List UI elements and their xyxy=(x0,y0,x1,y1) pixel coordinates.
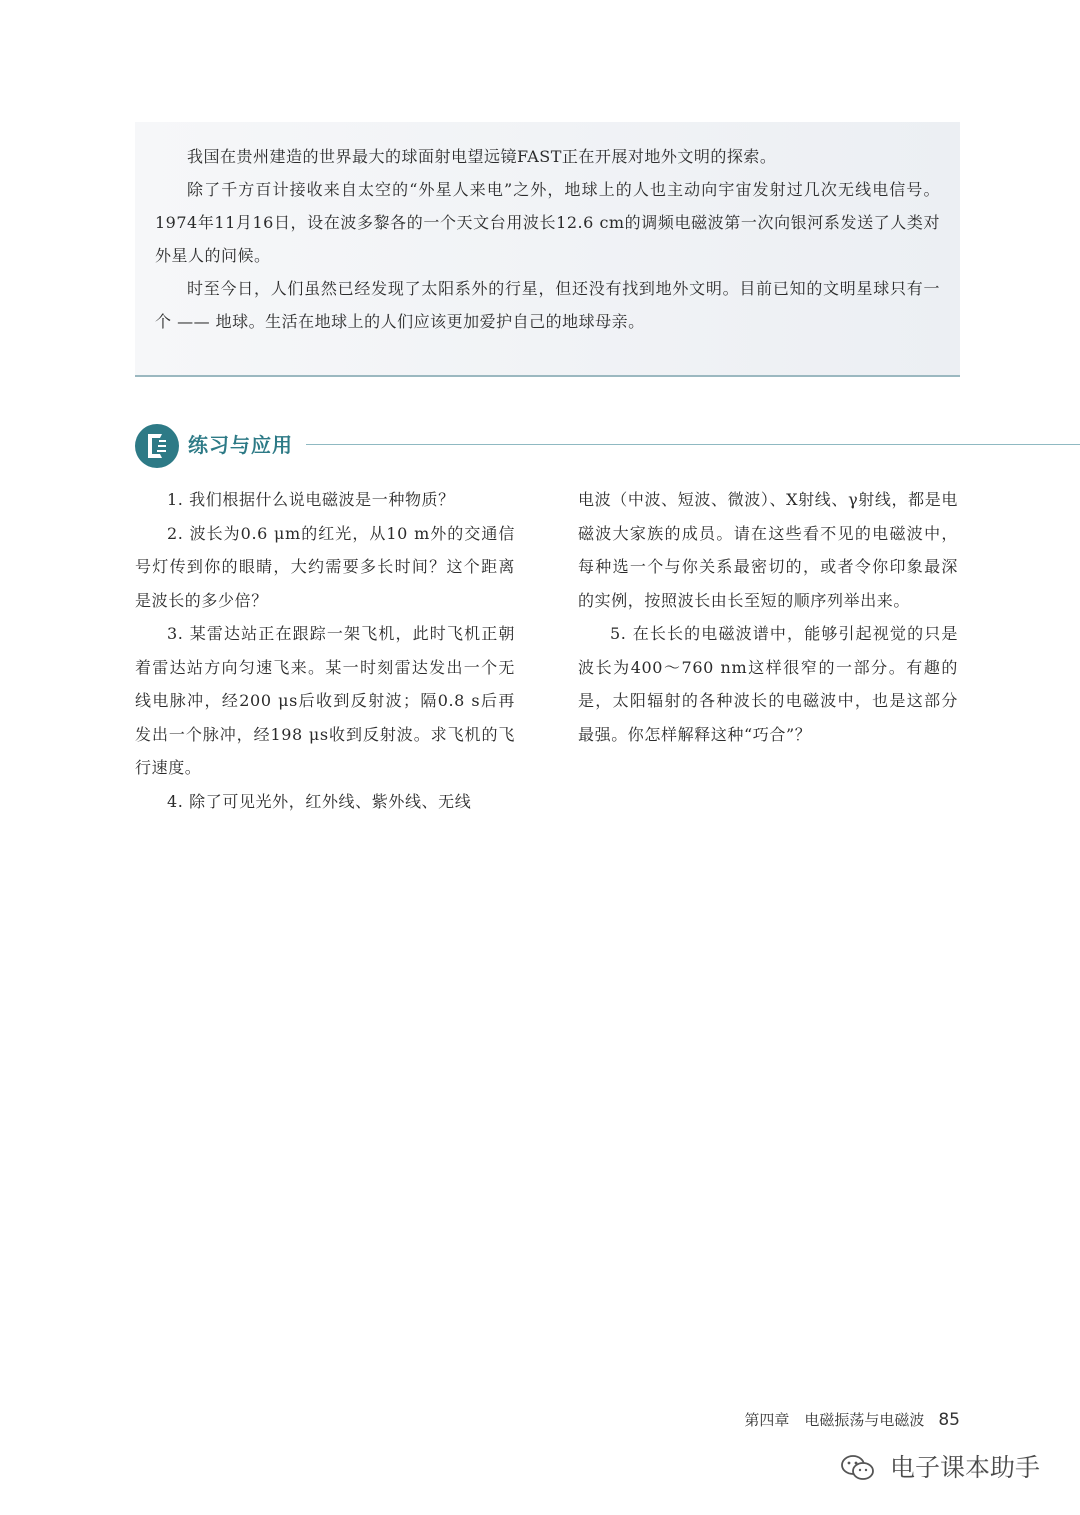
page-footer xyxy=(744,1408,960,1432)
exercise-title: 练习与应用 xyxy=(188,433,293,457)
question-1: 1. 我们根据什么说电磁波是一种物质？ xyxy=(167,490,455,509)
page-number: 85 xyxy=(938,1410,960,1430)
reading-paragraph-2: 除了千方百计接收来自太空的“外星人来电”之外，地球上的人也主动向宇宙发射过几次无线电信号。1974年11月16日，设在波多黎各的一个天文台用波长12.6 cm的调频电磁波第一次向银河系发送了人类对外星人的问候。 xyxy=(155,180,940,265)
reading-paragraph-3: 时至今日，人们虽然已经发现了太阳系外的行星，但还没有找到地外文明。目前已知的文明星球只有一个 —— 地球。生活在地球上的人们应该更加爱护自己的地球母亲。 xyxy=(155,279,940,331)
reading-box xyxy=(135,122,960,377)
reading-paragraph-1: 我国在贵州建造的世界最大的球面射电望远镜FAST正在开展对地外文明的探索。 xyxy=(187,147,777,166)
question-3: 3. 某雷达站正在跟踪一架飞机，此时飞机正朝着雷达站方向匀速飞来。某一时刻雷达发出一个无线电脉冲，经200 μs后收到反射波；隔0.8 s后再发出一个脉冲，经198 μs收到反射波。求飞机的飞行速度。 xyxy=(135,624,515,777)
wechat-icon xyxy=(840,1454,876,1482)
exercise-logo-icon xyxy=(134,423,180,469)
question-4-start: 4. 除了可见光外，红外线、紫外线、无线 xyxy=(167,791,472,811)
exercise-column-left xyxy=(135,483,515,818)
exercise-header xyxy=(134,423,1080,469)
exercise-divider xyxy=(306,444,1080,445)
exercise-column-right xyxy=(578,483,958,751)
watermark xyxy=(840,1449,1040,1485)
chapter-title: 第四章 电磁振荡与电磁波 xyxy=(744,1411,925,1429)
question-5: 5. 在长长的电磁波谱中，能够引起视觉的只是波长为400～760 nm这样很窄的一部分。有趣的是，太阳辐射的各种波长的电磁波中，也是这部分最强。你怎样解释这种“巧合”？ xyxy=(578,624,958,744)
question-2: 2. 波长为0.6 μm的红光，从10 m外的交通信号灯传到你的眼睛，大约需要多长时间？这个距离是波长的多少倍？ xyxy=(135,523,515,610)
question-4-continued: 电波（中波、短波、微波）、X射线、γ射线，都是电磁波大家族的成员。请在这些看不见的电磁波中，每种选一个与你关系最密切的，或者令你印象最深的实例，按照波长由长至短的顺序列举出来。 xyxy=(578,490,958,610)
watermark-text: 电子课本助手 xyxy=(889,1453,1040,1482)
